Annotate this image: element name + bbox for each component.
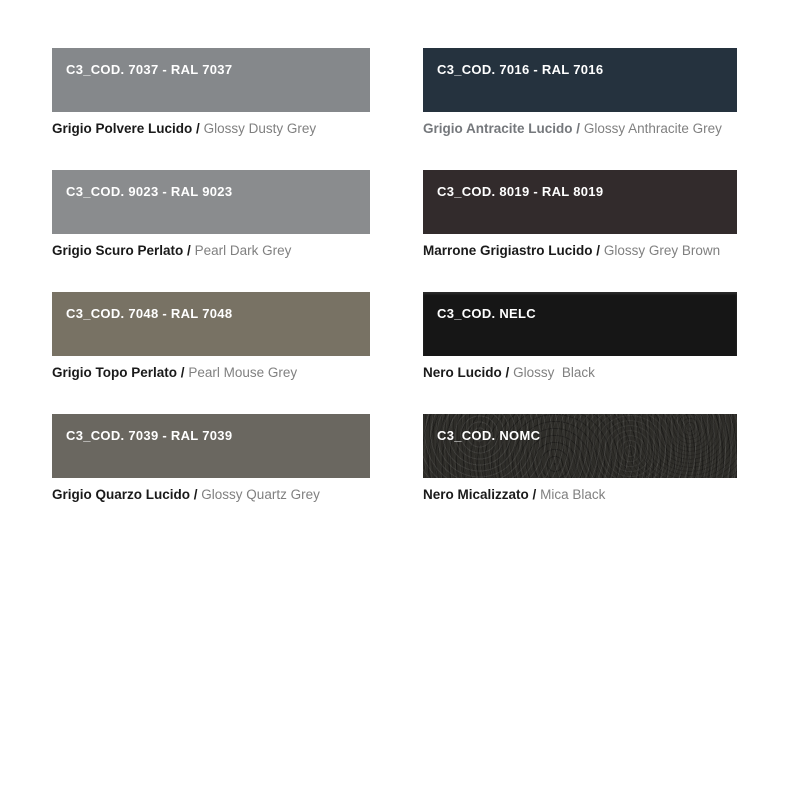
color-caption [52, 486, 370, 504]
color-code-label: C3_COD. 9023 - RAL 9023 [66, 184, 233, 199]
color-card-ral-7048 [52, 292, 370, 382]
color-name-english: Pearl Dark Grey [194, 243, 292, 258]
color-card-ral-7039 [52, 414, 370, 504]
color-name-english: Glossy Grey Brown [603, 243, 721, 258]
color-card-ral-9023 [52, 170, 370, 260]
color-swatch-ral-7048 [52, 292, 370, 356]
color-code-label: C3_COD. 7016 - RAL 7016 [437, 62, 604, 77]
color-name-english: Glossy Dusty Grey [203, 121, 317, 136]
color-name-italian: Grigio Polvere Lucido [52, 121, 193, 136]
color-caption [423, 486, 737, 504]
color-card-ral-8019 [423, 170, 737, 260]
color-caption [423, 120, 737, 138]
color-caption [423, 364, 737, 382]
color-name-italian: Grigio Topo Perlato [52, 365, 178, 380]
caption-separator: / [505, 365, 510, 380]
color-card-nelc [423, 292, 737, 382]
color-code-label: C3_COD. 7037 - RAL 7037 [66, 62, 233, 77]
color-card-ral-7037 [52, 48, 370, 138]
color-caption [52, 242, 370, 260]
color-swatch-grid [52, 48, 737, 536]
color-name-english: Mica Black [540, 487, 606, 502]
color-card-ral-7016 [423, 48, 737, 138]
caption-separator: / [187, 243, 191, 258]
color-name-english: Pearl Mouse Grey [188, 365, 298, 380]
color-name-english: Glossy Black [513, 365, 595, 380]
caption-separator: / [193, 487, 198, 502]
color-caption [423, 242, 737, 260]
color-code-label: C3_COD. 7048 - RAL 7048 [66, 306, 233, 321]
color-caption [52, 364, 370, 382]
color-card-nomc [423, 414, 737, 504]
color-swatch-nomc [423, 414, 737, 478]
caption-separator: / [576, 121, 581, 136]
caption-separator: / [532, 487, 537, 502]
caption-separator: / [596, 243, 601, 258]
color-name-italian: Grigio Scuro Perlato [52, 243, 184, 258]
color-swatch-ral-8019 [423, 170, 737, 234]
color-code-label: C3_COD. NELC [437, 306, 536, 321]
color-name-italian: Grigio Quarzo Lucido [52, 487, 190, 502]
color-swatch-ral-9023 [52, 170, 370, 234]
color-name-english: Glossy Anthracite Grey [583, 121, 722, 136]
color-swatch-nelc [423, 292, 737, 356]
color-caption [52, 120, 370, 138]
color-code-label: C3_COD. NOMC [437, 428, 541, 443]
color-swatch-ral-7037 [52, 48, 370, 112]
color-name-italian: Nero Micalizzato [423, 487, 529, 502]
color-code-label: C3_COD. 7039 - RAL 7039 [66, 428, 233, 443]
color-name-italian: Marrone Grigiastro Lucido [423, 243, 593, 258]
color-name-english: Glossy Quartz Grey [201, 487, 320, 502]
color-swatch-ral-7039 [52, 414, 370, 478]
caption-separator: / [180, 365, 185, 380]
caption-separator: / [196, 121, 200, 136]
color-swatch-ral-7016 [423, 48, 737, 112]
color-code-label: C3_COD. 8019 - RAL 8019 [437, 184, 604, 199]
color-name-italian: Nero Lucido [423, 365, 502, 380]
color-name-italian: Grigio Antracite Lucido [423, 121, 573, 136]
